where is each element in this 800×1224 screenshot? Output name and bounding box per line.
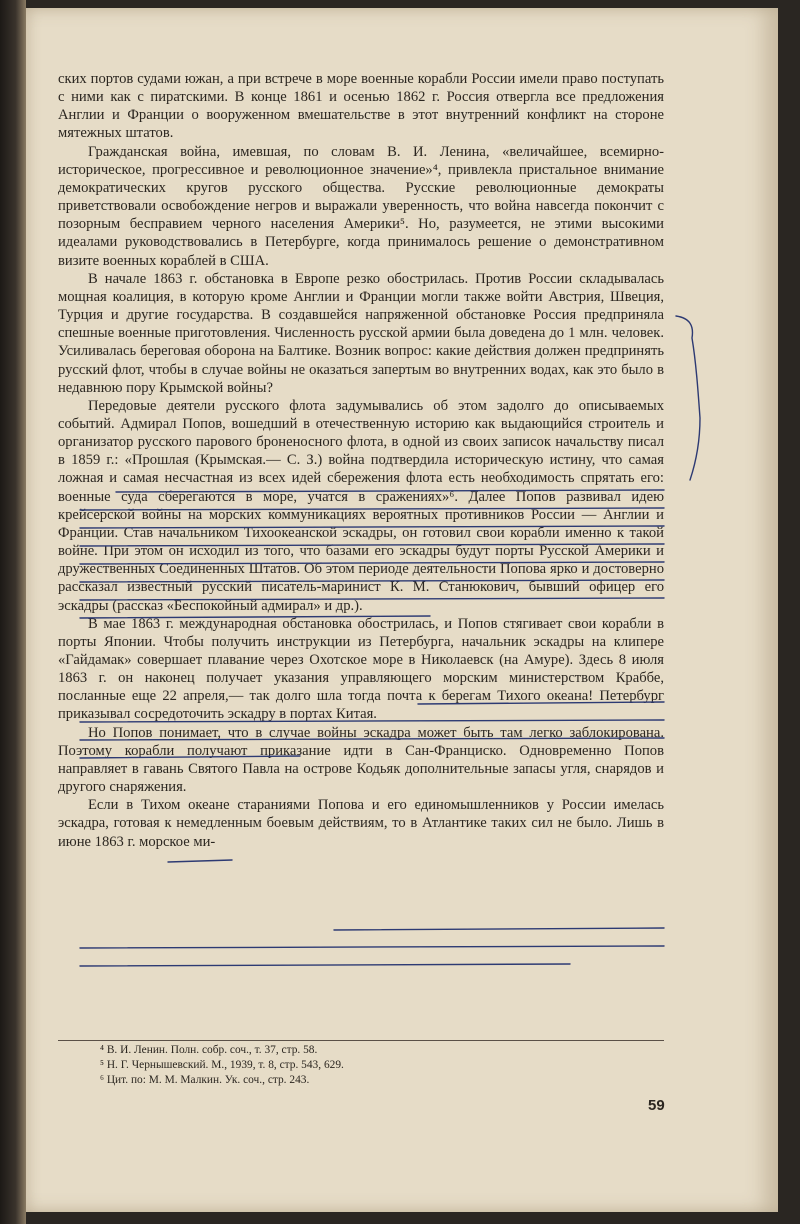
footnote-4: ⁴ В. И. Ленин. Полн. собр. соч., т. 37, стр. 58. <box>100 1044 318 1056</box>
page-number: 59 <box>648 1097 665 1114</box>
paragraph: Если в Тихом океане стараниями Попова и его единомышленников у России имелась эскадра, готовая к немедленным боевым действиям, то в Атлантике таких сил не было. Лишь в июне 1863 г. морское ми- <box>58 797 664 850</box>
paragraph: Но Попов понимает, что в случае войны эскадра может быть там легко заблокирована. Поэтому корабли получают приказание идти в Сан-Франциско. Одновременно Попов направляет в гавань Святого Павла на острове Кодьяк дополнительные запасы угля, снарядов и другого снаряжения. <box>58 724 664 796</box>
paragraph: Гражданская война, имевшая, по словам В. И. Ленина, «величайшее, всемирно-историческое, прогрессивное и революционное значение»⁴, привлекла пристальное внимание демократических кругов русского общества. Русские революционные демократы приветствовали освобождение негров и выражали уверенность, что война навсегда покончит с позорным бесправием черного населения Америки⁵. Но, разумеется, не этими высокими идеалами руководствовались в Петербурге, когда принималось решение о демонстративном визите военных кораблей в США. <box>58 143 664 269</box>
footnote-6: ⁶ Цит. по: М. М. Малкин. Ук. соч., стр. 243. <box>100 1074 310 1086</box>
footnote-5: ⁵ Н. Г. Чернышевский. М., 1939, т. 8, стр. 543, 629. <box>100 1059 344 1071</box>
book-binding <box>0 0 26 1224</box>
footnotes <box>58 1040 664 1088</box>
paragraph: В начале 1863 г. обстановка в Европе резко обострилась. Против России складывалась мощная коалиция, в которую кроме Англии и Франции могли также войти Австрия, Швеция, Турция и другие государства. В создавшейся напряженной обстановке Россия предприняла спешные военные приготовления. Численность русской армии была доведена до 1 млн. человек. Усиливалась береговая оборона на Балтике. Возник вопрос: какие действия должен предпринять русский флот, чтобы в случае войны не оказаться запертым во внутренних водах, как это было в недавнюю пору Крымской войны? <box>58 270 664 396</box>
paragraph: Передовые деятели русского флота задумывались об этом задолго до описываемых событий. Адмирал Попов, вошедший в отечественную историю как выдающийся строитель и организатор русского парового броненосного флота, в одной из своих записок начальству писал в 1859 г.: «Прошлая (Крымская.— С. З.) война подтвердила историческую истину, что самая ложная и самая несчастная из всех идей сбережения флота есть необходимость спрятать его: военные суда сберегаются в море, учатся в сражениях»⁶. Далее Попов развивал идею крейсерской войны на морских коммуникациях вероятных противников России — Англии и Франции. Став начальником Тихоокеанской эскадры, он готовил свои корабли именно к такой войне. При этом он исходил из того, что базами его эскадры будут порты Русской Америки и дружественных Соединенных Штатов. Об этом периоде деятельности Попова ярко и достоверно рассказал известный русский писатель-маринист К. М. Станюкович, бывший офицер его эскадры (рассказ «Беспокойный адмирал» и др.). <box>58 397 664 614</box>
page-body <box>58 70 664 851</box>
paragraph: В мае 1863 г. международная обстановка обострилась, и Попов стягивает свои корабли в порты Японии. Чтобы получить инструкции из Петербурга, начальник эскадры на клипере «Гайдамак» совершает плавание через Охотское море в Николаевск (на Амуре). Здесь 8 июля 1863 г. он наконец получает указания управляющего морским министерством Краббе, посланные еще 22 апреля,— так долго шла тогда почта к берегам Тихого океана! Петербург приказывал сосредоточить эскадру в портах Китая. <box>58 615 664 723</box>
paragraph: ских портов судами южан, а при встрече в море военные корабли России имели право поступать с ними как с пиратскими. В конце 1861 и осенью 1862 г. Россия отвергла все предложения Англии и Франции о вооруженном вмешательстве в этот внутренний конфликт на стороне мятежных штатов. <box>58 71 664 142</box>
